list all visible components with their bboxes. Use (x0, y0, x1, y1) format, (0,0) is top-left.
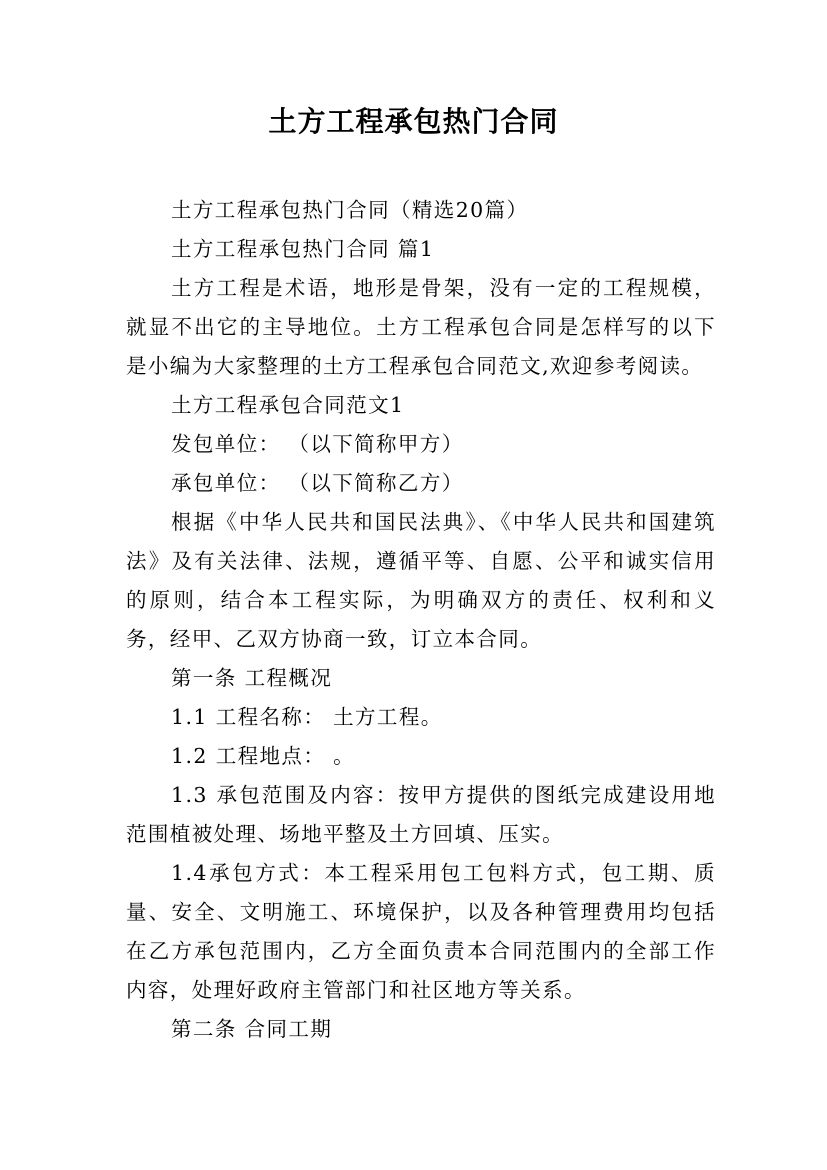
paragraph-party-a: 发包单位： （以下简称甲方） (171, 432, 464, 456)
document-title: 土方工程承包热门合同 (268, 105, 559, 138)
paragraph-clause-1-4: 1.4承包方式：本工程采用包工包料方式，包工期、质量、安全、文明施工、环境保护，以及各种管理费用均包括在乙方承包范围内，乙方全面负责本合同范围内的全部工作内容，处理好政府主管部门和社区地方等关系。 (126, 861, 716, 1002)
paragraph-article-1-heading: 第一条 工程概况 (171, 666, 333, 690)
paragraph-clause-1-1: 1.1 工程名称： 土方工程。 (171, 705, 443, 729)
paragraph-party-b: 承包单位： （以下简称乙方） (171, 471, 464, 495)
paragraph-article-2-heading: 第二条 合同工期 (171, 1017, 333, 1041)
paragraph-clause-1-2: 1.2 工程地点： 。 (171, 744, 356, 768)
paragraph-intro: 土方工程是术语，地形是骨架，没有一定的工程规模，就显不出它的主导地位。土方工程承包合同是怎样写的以下是小编为大家整理的土方工程承包合同范文,欢迎参考阅读。 (126, 276, 716, 378)
paragraph-clause-1-3: 1.3 承包范围及内容：按甲方提供的图纸完成建设用地范围植被处理、场地平整及土方回填、压实。 (126, 783, 716, 846)
document-body (126, 191, 716, 1049)
paragraph-legal-basis: 根据《中华人民共和国民法典》、《中华人民共和国建筑法》及有关法律、法规，遵循平等、自愿、公平和诚实信用的原则，结合本工程实际，为明确双方的责任、权利和义务，经甲、乙双方协商一致，订立本合同。 (126, 510, 716, 651)
paragraph-subtitle: 土方工程承包热门合同（精选20篇） (171, 198, 529, 222)
paragraph-section-heading: 土方工程承包热门合同 篇1 (171, 237, 435, 261)
paragraph-sample-heading: 土方工程承包合同范文1 (171, 393, 405, 417)
